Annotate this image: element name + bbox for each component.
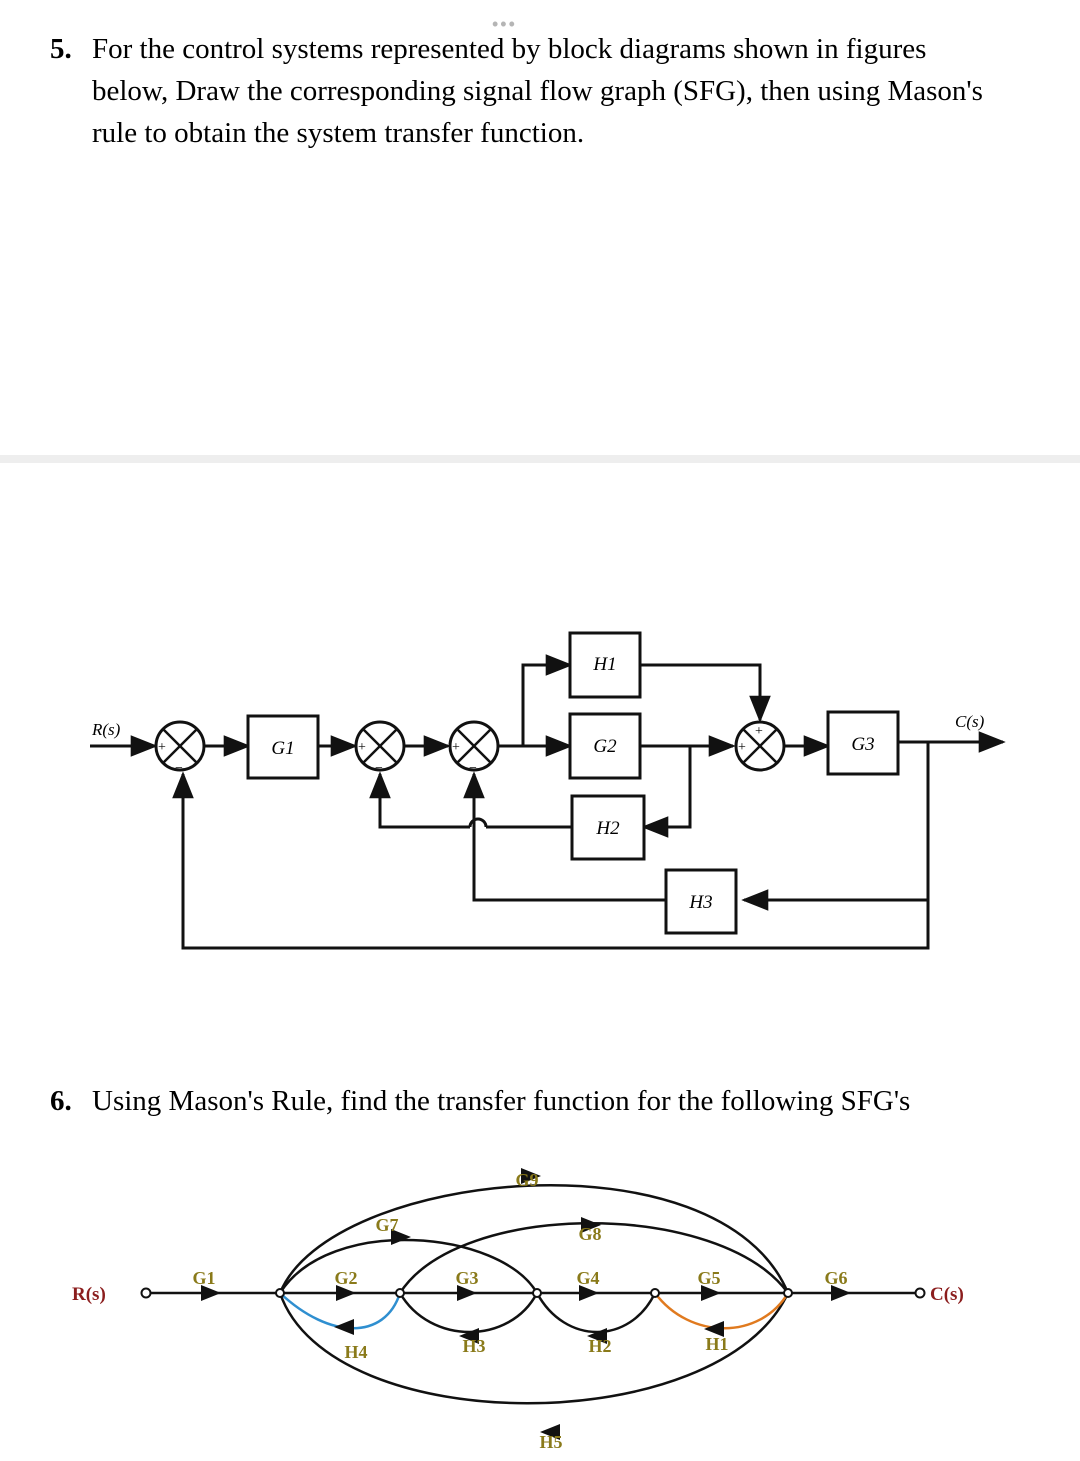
- more-options-icon[interactable]: •••: [492, 14, 517, 34]
- sign: +: [158, 740, 166, 755]
- gain-label: G7: [375, 1215, 399, 1235]
- block-diagram: [0, 620, 1080, 970]
- node-4: [651, 1289, 659, 1297]
- sign: +: [452, 740, 460, 755]
- gain-label: H2: [588, 1336, 612, 1356]
- question-6: [50, 1080, 1070, 1122]
- sign: +: [738, 740, 746, 755]
- node-1: [276, 1289, 284, 1297]
- loop-h4: [280, 1293, 400, 1328]
- gain-label: H5: [539, 1432, 563, 1452]
- sign: −: [469, 761, 477, 776]
- sign: −: [175, 761, 183, 776]
- node-2: [396, 1289, 404, 1297]
- gain-label: H4: [344, 1342, 368, 1362]
- signal-flow-graph: [0, 1150, 1080, 1461]
- gain-label: G4: [576, 1268, 600, 1288]
- sfg-output-label: C(s): [930, 1284, 964, 1305]
- gain-label: G2: [334, 1268, 358, 1288]
- input-node: [142, 1289, 151, 1298]
- sign: +: [755, 724, 763, 739]
- sign: −: [375, 761, 383, 776]
- question-number: 5.: [50, 33, 72, 65]
- section-divider: [0, 455, 1080, 463]
- sign: +: [358, 740, 366, 755]
- block-label: G2: [593, 736, 617, 757]
- gain-label: G5: [697, 1268, 721, 1288]
- block-label: G3: [851, 734, 875, 755]
- question-text: Using Mason's Rule, find the transfer function for the following SFG's: [92, 1085, 911, 1117]
- question-text-line-2: below, Draw the corresponding signal flow graph (SFG), then using Mason's: [92, 75, 983, 107]
- question-number: 6.: [50, 1085, 72, 1117]
- sfg-input-label: R(s): [72, 1284, 106, 1305]
- gain-label: G8: [578, 1224, 602, 1244]
- gain-label: G1: [192, 1268, 216, 1288]
- block-label: H1: [593, 654, 617, 675]
- node-5: [784, 1289, 792, 1297]
- gain-label: G6: [824, 1268, 848, 1288]
- node-3: [533, 1289, 541, 1297]
- gain-label: H3: [462, 1336, 486, 1356]
- block-label: H2: [596, 818, 620, 839]
- output-label: C(s): [955, 712, 985, 731]
- block-label: H3: [689, 892, 713, 913]
- output-node: [916, 1289, 925, 1298]
- block-label: G1: [271, 738, 295, 759]
- gain-label: G3: [455, 1268, 479, 1288]
- question-text-line-1: For the control systems represented by block diagrams shown in figures: [92, 33, 927, 65]
- input-label: R(s): [92, 720, 121, 739]
- gain-label: G9: [515, 1170, 539, 1190]
- gain-label: H1: [705, 1334, 729, 1354]
- question-text-line-3: rule to obtain the system transfer function.: [92, 117, 585, 149]
- question-5: [50, 28, 1070, 154]
